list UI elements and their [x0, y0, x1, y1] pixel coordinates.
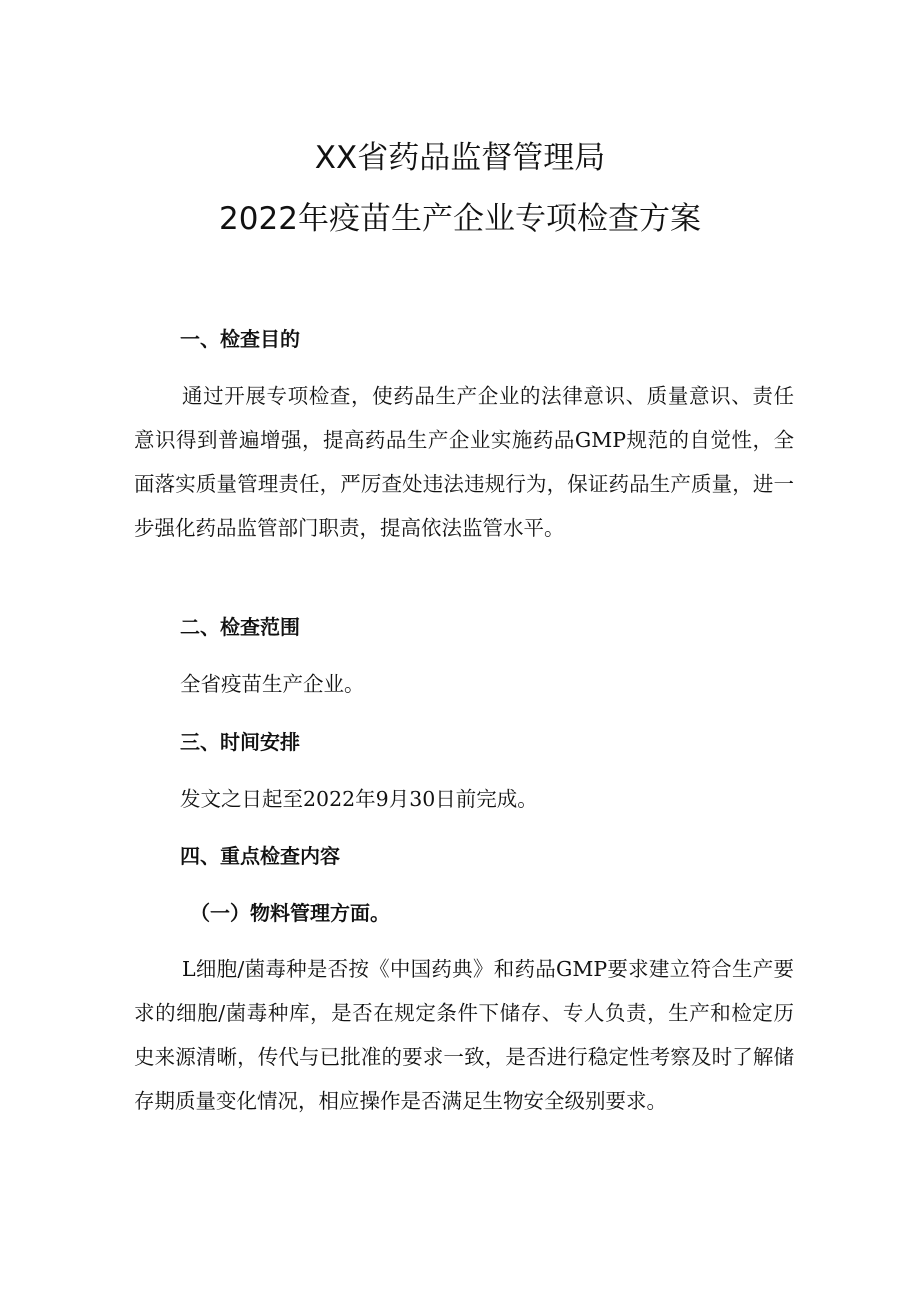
section-heading-purpose: 一、检查目的	[180, 327, 300, 351]
subsection-body-materials: L细胞/菌毒种是否按《中国药典》和药品GMP要求建立符合生产要求的细胞/菌毒种库，是否在规定条件下储存、专人负责，生产和检定历史来源清晰，传代与已批准的要求一致，是否进行稳定性考察及时了解储存期质量变化情况，相应操作是否满足生物安全级别要求。	[134, 957, 794, 1113]
section-heading-schedule: 三、时间安排	[180, 730, 300, 754]
section-body-scope: 全省疫苗生产企业。	[180, 672, 365, 696]
document-title-line1: XX省药品监督管理局	[314, 140, 606, 176]
section-heading-key-content: 四、重点检查内容	[180, 844, 340, 868]
section-body-purpose: 通过开展专项检查，使药品生产企业的法律意识、质量意识、责任意识得到普遍增强，提高药品生产企业实施药品GMP规范的自觉性，全面落实质量管理责任，严厉查处违法违规行为，保证药品生产质量，进一步强化药品监管部门职责，提高依法监管水平。	[134, 384, 794, 540]
section-body-schedule: 发文之日起至2022年9月30日前完成。	[180, 787, 538, 811]
document-title-line2: 2022年疫苗生产企业专项检查方案	[219, 201, 701, 237]
subsection-heading-materials: （一）物料管理方面。	[190, 901, 390, 925]
section-heading-scope: 二、检查范围	[180, 615, 300, 639]
